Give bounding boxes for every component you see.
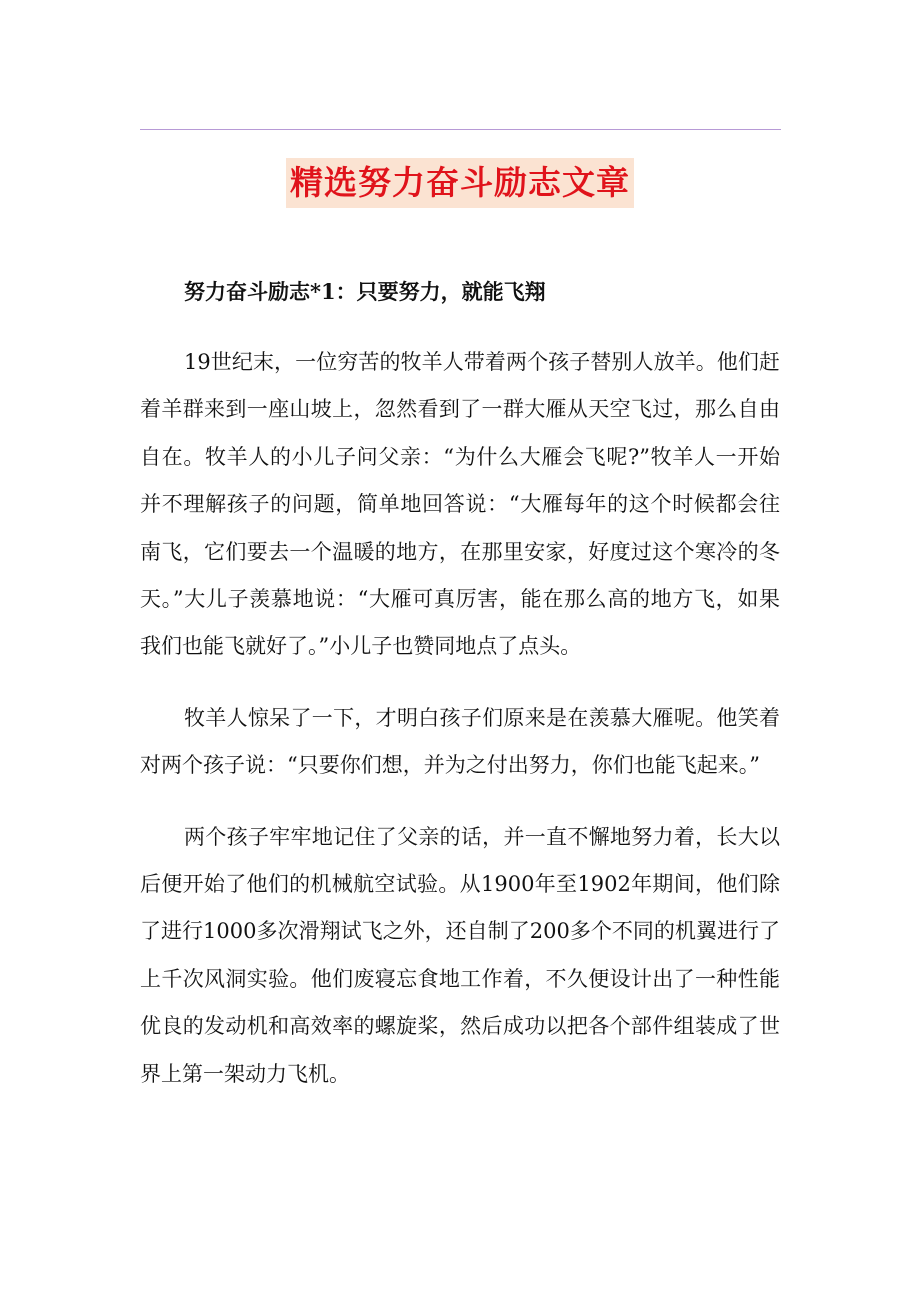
document-body bbox=[140, 268, 780, 1122]
header-divider bbox=[140, 129, 781, 130]
body-paragraph-2: 牧羊人惊呆了一下，才明白孩子们原来是在羡慕大雁呢。他笑着对两个孩子说：“只要你们想，并为之付出努力，你们也能飞起来。” bbox=[140, 705, 780, 778]
body-paragraph-3: 两个孩子牢牢地记住了父亲的话，并一直不懈地努力着，长大以后便开始了他们的机械航空试验。从1900年至1902年期间，他们除了进行1000多次滑翔试飞之外，还自制了200多个不同的机翼进行了上千次风洞实验。他们废寝忘食地工作着，不久便设计出了一种性能优良的发动机和高效率的螺旋桨，然后成功以把各个部件组装成了世界上第一架动力飞机。 bbox=[140, 824, 780, 1086]
document-title: 精选努力奋斗励志文章 bbox=[286, 158, 634, 208]
section-heading: 努力奋斗励志*1：只要努力，就能飞翔 bbox=[184, 279, 546, 304]
body-paragraph-1: 19世纪末，一位穷苦的牧羊人带着两个孩子替别人放羊。他们赶着羊群来到一座山坡上，忽然看到了一群大雁从天空飞过，那么自由自在。牧羊人的小儿子问父亲：“为什么大雁会飞呢?”牧羊人一开始并不理解孩子的问题，简单地回答说：“大雁每年的这个时候都会往南飞，它们要去一个温暖的地方，在那里安家，好度过这个寒冷的冬天。”大儿子羡慕地说：“大雁可真厉害，能在那么高的地方飞，如果我们也能飞就好了。”小儿子也赞同地点了点头。 bbox=[140, 350, 780, 659]
title-container bbox=[0, 158, 920, 208]
